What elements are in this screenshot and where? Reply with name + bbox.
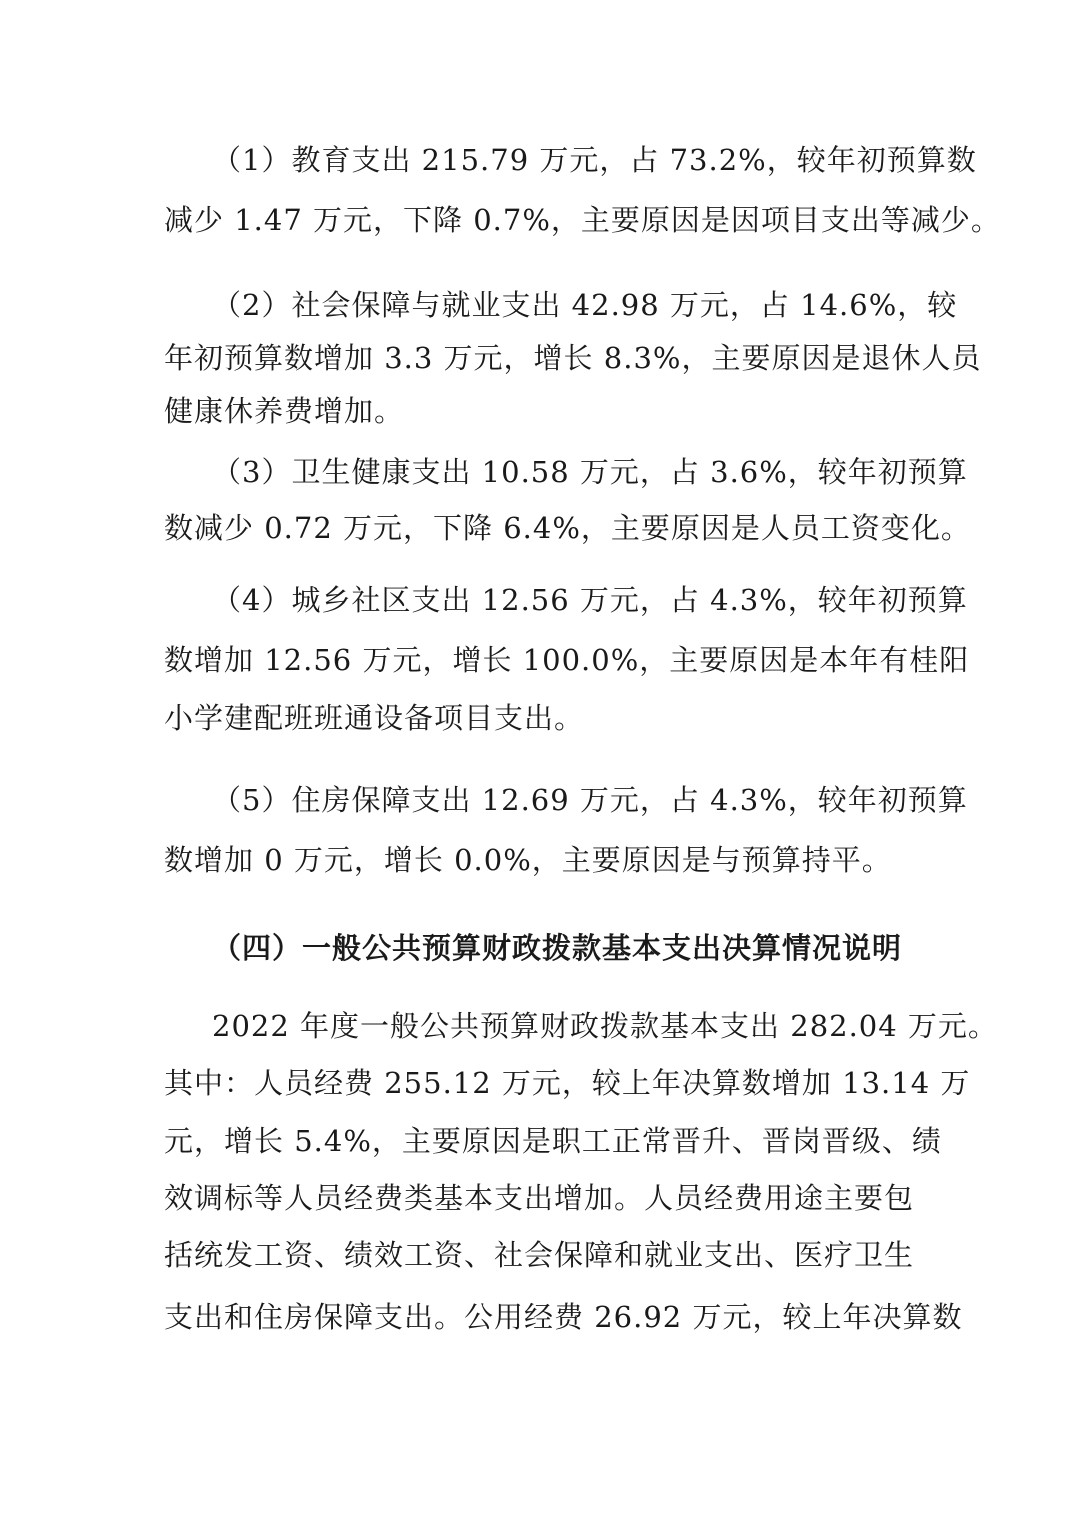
- paragraph-5-line-1: （5）住房保障支出 12.69 万元，占 4.3%，较年初预算: [212, 783, 968, 817]
- paragraph-4-line-2: 数增加 12.56 万元，增长 100.0%，主要原因是本年有桂阳: [164, 643, 970, 677]
- paragraph-1-line-2: 减少 1.47 万元，下降 0.7%，主要原因是因项目支出等减少。: [164, 203, 1001, 237]
- section-paragraph-line-6: 支出和住房保障支出。公用经费 26.92 万元，较上年决算数: [164, 1300, 963, 1334]
- paragraph-4-line-3: 小学建配班班通设备项目支出。: [164, 701, 585, 735]
- section-paragraph-line-3: 元，增长 5.4%，主要原因是职工正常晋升、晋岗晋级、绩: [164, 1124, 942, 1158]
- section-paragraph-line-2: 其中：人员经费 255.12 万元，较上年决算数增加 13.14 万: [164, 1066, 971, 1100]
- paragraph-5-line-2: 数增加 0 万元，增长 0.0%，主要原因是与预算持平。: [164, 843, 892, 877]
- section-paragraph-line-1: 2022 年度一般公共预算财政拨款基本支出 282.04 万元。: [212, 1009, 998, 1043]
- section-paragraph-line-4: 效调标等人员经费类基本支出增加。人员经费用途主要包: [164, 1181, 915, 1215]
- paragraph-2-line-2: 年初预算数增加 3.3 万元，增长 8.3%，主要原因是退休人员: [164, 341, 982, 375]
- paragraph-3-line-2: 数减少 0.72 万元，下降 6.4%，主要原因是人员工资变化。: [164, 511, 971, 545]
- section-heading: （四）一般公共预算财政拨款基本支出决算情况说明: [212, 931, 903, 965]
- paragraph-4-line-1: （4）城乡社区支出 12.56 万元，占 4.3%，较年初预算: [212, 583, 968, 617]
- paragraph-1-line-1: （1）教育支出 215.79 万元，占 73.2%，较年初预算数: [212, 143, 977, 177]
- paragraph-2-line-1: （2）社会保障与就业支出 42.98 万元，占 14.6%，较: [212, 288, 958, 322]
- paragraph-2-line-3: 健康休养费增加。: [164, 394, 405, 428]
- paragraph-3-line-1: （3）卫生健康支出 10.58 万元，占 3.6%，较年初预算: [212, 455, 968, 489]
- section-paragraph-line-5: 括统发工资、绩效工资、社会保障和就业支出、医疗卫生: [164, 1238, 915, 1272]
